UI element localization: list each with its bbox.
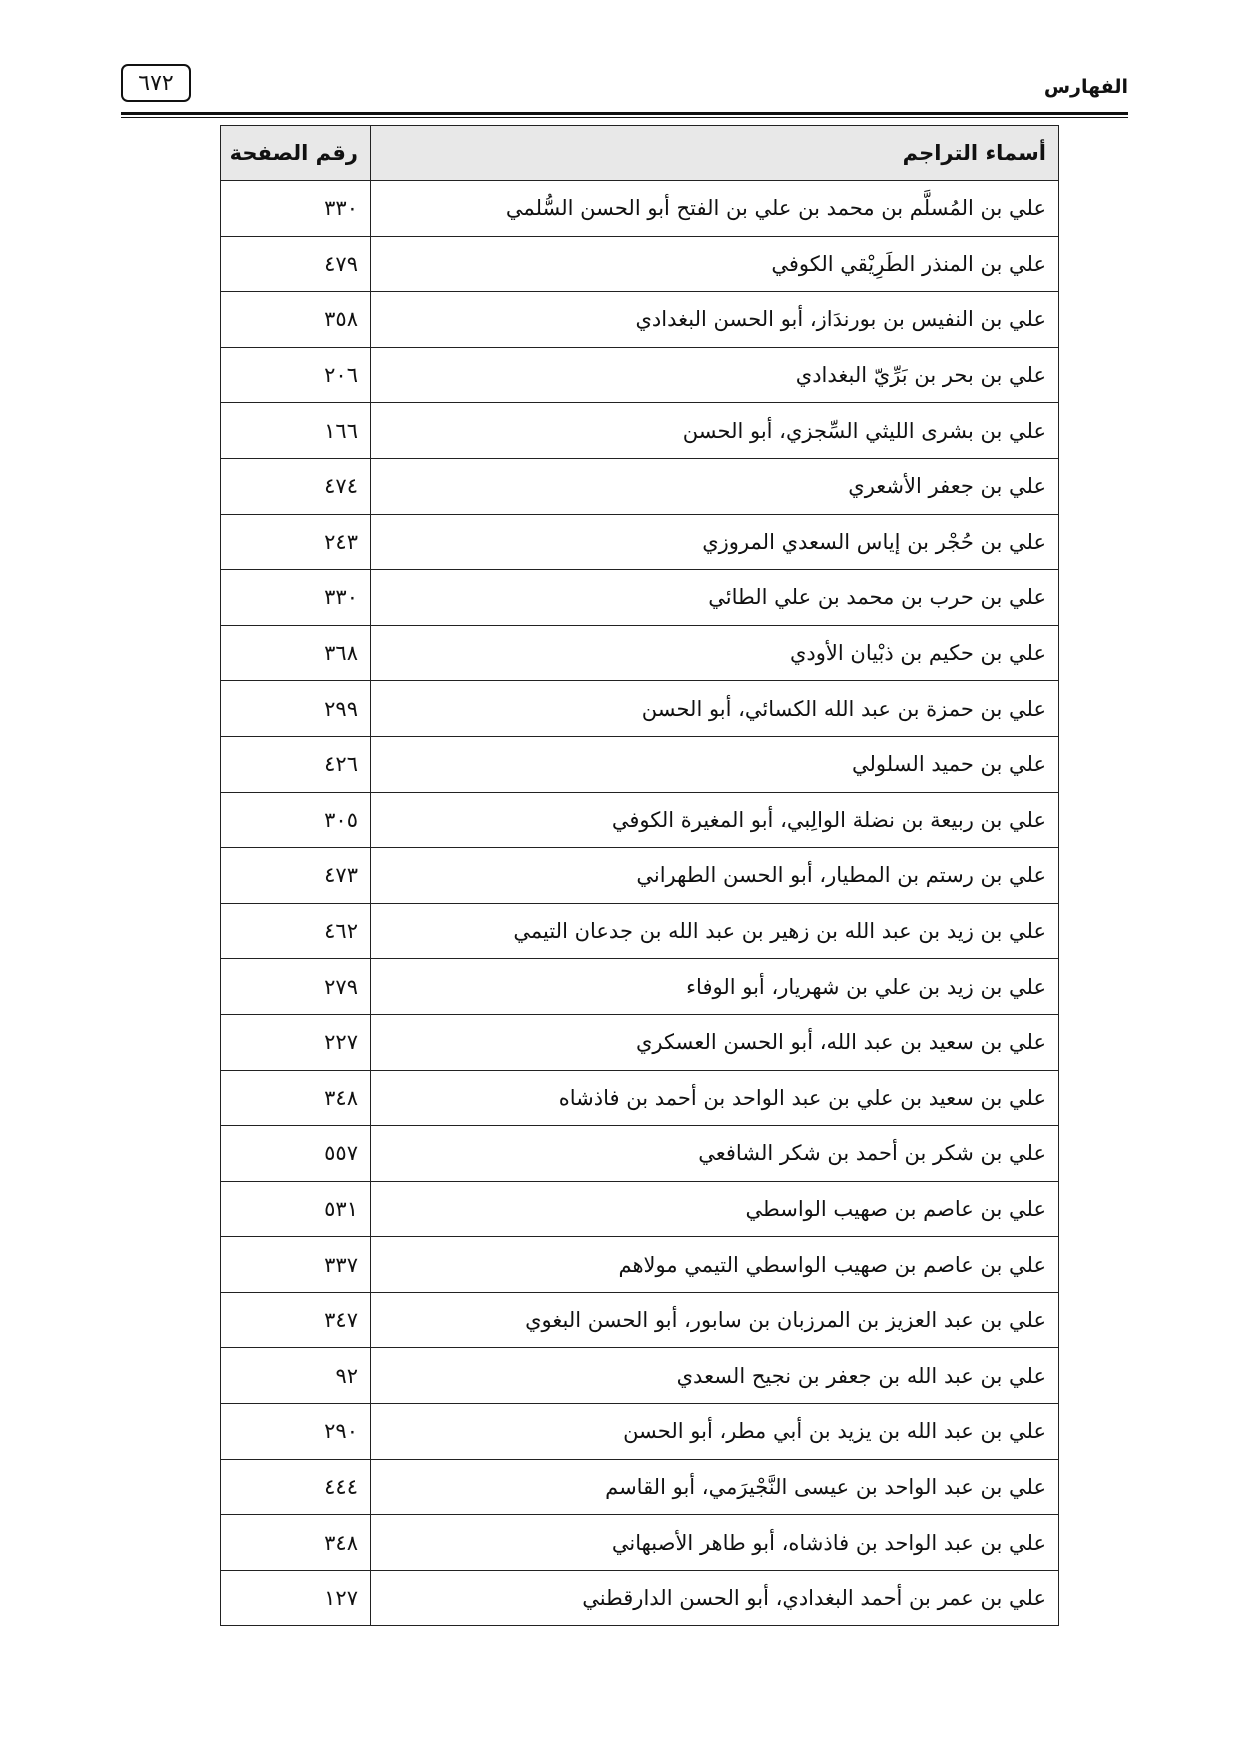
table-row <box>221 1070 1059 1126</box>
table-row <box>221 959 1059 1015</box>
biography-name: علي بن النفيس بن بورندَاز، أبو الحسن البغدادي <box>371 292 1059 348</box>
table-row <box>221 1014 1059 1070</box>
biography-name: علي بن عبد الله بن جعفر بن نجيح السعدي <box>371 1348 1059 1404</box>
page-reference: ٤٧٩ <box>221 236 371 292</box>
table-row <box>221 514 1059 570</box>
biography-name: علي بن حرب بن محمد بن علي الطائي <box>371 570 1059 626</box>
biography-name: علي بن عبد الواحد بن فاذشاه، أبو طاهر الأصبهاني <box>371 1515 1059 1571</box>
biography-name: علي بن عبد الواحد بن عيسى النَّجْيرَمي، أبو القاسم <box>371 1459 1059 1515</box>
biography-name: علي بن شكر بن أحمد بن شكر الشافعي <box>371 1126 1059 1182</box>
page-reference: ٢٢٧ <box>221 1014 371 1070</box>
table-row <box>221 1292 1059 1348</box>
table-row <box>221 848 1059 904</box>
page-reference: ٣٠٥ <box>221 792 371 848</box>
biography-name: علي بن عبد العزيز بن المرزبان بن سابور، أبو الحسن البغوي <box>371 1292 1059 1348</box>
table-row <box>221 681 1059 737</box>
page-reference: ٤٤٤ <box>221 1459 371 1515</box>
page-reference: ٣٤٧ <box>221 1292 371 1348</box>
page-reference: ٣٥٨ <box>221 292 371 348</box>
biography-name: علي بن سعيد بن علي بن عبد الواحد بن أحمد بن فاذشاه <box>371 1070 1059 1126</box>
page-reference: ٤٦٢ <box>221 903 371 959</box>
biography-name: علي بن حمزة بن عبد الله الكسائي، أبو الحسن <box>371 681 1059 737</box>
biographies-index-table <box>220 125 1059 1626</box>
page-reference: ٣٦٨ <box>221 625 371 681</box>
page-reference: ٢٩٠ <box>221 1404 371 1460</box>
running-title: الفهارس <box>1043 76 1128 98</box>
biography-name: علي بن حكيم بن ذبْيان الأودي <box>371 625 1059 681</box>
page-reference: ٤٧٣ <box>221 848 371 904</box>
page-reference: ٤٢٦ <box>221 736 371 792</box>
biography-name: علي بن زيد بن عبد الله بن زهير بن عبد الله بن جدعان التيمي <box>371 903 1059 959</box>
biography-name: علي بن عاصم بن صهيب الواسطي <box>371 1181 1059 1237</box>
biography-name: علي بن المُسلَّم بن محمد بن علي بن الفتح أبو الحسن السُّلمي <box>371 181 1059 237</box>
header-rule <box>121 112 1128 115</box>
table-row <box>221 792 1059 848</box>
page-reference: ٣٣٠ <box>221 570 371 626</box>
biography-name: علي بن بشرى الليثي السِّجزي، أبو الحسن <box>371 403 1059 459</box>
biography-name: علي بن عاصم بن صهيب الواسطي التيمي مولاهم <box>371 1237 1059 1293</box>
table-row <box>221 1515 1059 1571</box>
table-header-row <box>221 126 1059 181</box>
biography-name: علي بن جعفر الأشعري <box>371 458 1059 514</box>
table-row <box>221 570 1059 626</box>
table-row <box>221 1570 1059 1626</box>
table-row <box>221 347 1059 403</box>
table-row <box>221 292 1059 348</box>
table-row <box>221 1181 1059 1237</box>
page-reference: ١٢٧ <box>221 1570 371 1626</box>
biography-name: علي بن حُجْر بن إياس السعدي المروزي <box>371 514 1059 570</box>
table-row <box>221 736 1059 792</box>
biography-name: علي بن زيد بن علي بن شهريار، أبو الوفاء <box>371 959 1059 1015</box>
table-row <box>221 1348 1059 1404</box>
biography-name: علي بن عبد الله بن يزيد بن أبي مطر، أبو الحسن <box>371 1404 1059 1460</box>
page-reference: ٢٧٩ <box>221 959 371 1015</box>
page-number: ٦٧٢ <box>121 64 191 102</box>
page-reference: ٣٣٧ <box>221 1237 371 1293</box>
page-reference: ٣٤٨ <box>221 1515 371 1571</box>
page-reference: ٢٠٦ <box>221 347 371 403</box>
page-reference: ٣٤٨ <box>221 1070 371 1126</box>
table-row <box>221 1237 1059 1293</box>
page-reference: ٥٣١ <box>221 1181 371 1237</box>
table-row <box>221 181 1059 237</box>
table-row <box>221 403 1059 459</box>
page-reference: ٣٣٠ <box>221 181 371 237</box>
biography-name: علي بن رستم بن المطيار، أبو الحسن الطهراني <box>371 848 1059 904</box>
page-reference: ٤٧٤ <box>221 458 371 514</box>
biography-name: علي بن المنذر الطَرِيْقي الكوفي <box>371 236 1059 292</box>
header-rule-thin <box>121 117 1128 118</box>
biography-name: علي بن سعيد بن عبد الله، أبو الحسن العسكري <box>371 1014 1059 1070</box>
page-reference: ٩٢ <box>221 1348 371 1404</box>
page-reference: ١٦٦ <box>221 403 371 459</box>
table-row <box>221 236 1059 292</box>
biography-name: علي بن عمر بن أحمد البغدادي، أبو الحسن الدارقطني <box>371 1570 1059 1626</box>
biography-name: علي بن حميد السلولي <box>371 736 1059 792</box>
table-row <box>221 1459 1059 1515</box>
page-reference: ٢٩٩ <box>221 681 371 737</box>
column-header-names: أسماء التراجم <box>371 126 1059 181</box>
column-header-page: رقم الصفحة <box>221 126 371 181</box>
biography-name: علي بن ربيعة بن نضلة الوالِبي، أبو المغيرة الكوفي <box>371 792 1059 848</box>
table-body <box>221 181 1059 1626</box>
table-row <box>221 1126 1059 1182</box>
table-row <box>221 458 1059 514</box>
table-row <box>221 903 1059 959</box>
table-row <box>221 625 1059 681</box>
biography-name: علي بن بحر بن بَرِّيّ البغدادي <box>371 347 1059 403</box>
page-reference: ٥٥٧ <box>221 1126 371 1182</box>
table-row <box>221 1404 1059 1460</box>
page-reference: ٢٤٣ <box>221 514 371 570</box>
